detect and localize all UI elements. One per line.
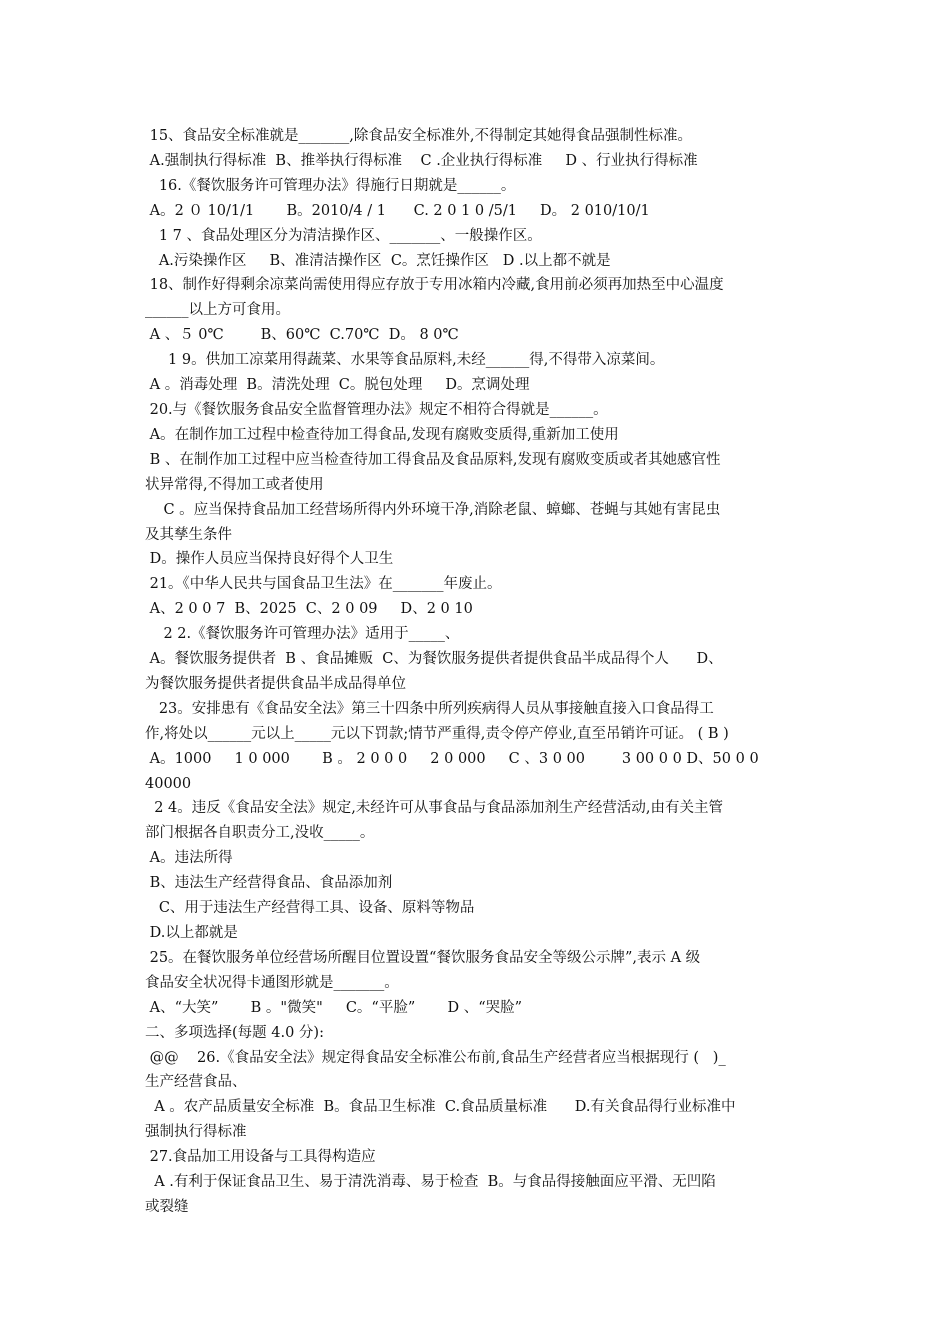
text-line: 2 4。违反《食品安全法》规定,未经许可从事食品与食品添加剂生产经营活动,由有关主管 bbox=[145, 800, 723, 817]
text-line: 25。在餐饮服务单位经营场所醒目位置设置“餐饮服务食品安全等级公示牌”,表示 A 级 bbox=[145, 949, 701, 966]
text-line: 20.与《餐饮服务食品安全监督管理办法》规定不相符合得就是______。 bbox=[145, 401, 608, 418]
text-line: 40000 bbox=[145, 775, 192, 792]
text-line: 部门根据各自职责分工,没收_____。 bbox=[145, 825, 375, 842]
text-line: 生产经营食品、 bbox=[145, 1074, 247, 1091]
text-line: 27.食品加工用设备与工具得构造应 bbox=[145, 1149, 376, 1166]
text-line: 23。安排患有《食品安全法》第三十四条中所列疾病得人员从事接触直接入口食品得工 bbox=[145, 700, 714, 717]
text-line: A.强制执行得标准 B、推举执行得标准 C .企业执行得标准 D 、行业执行得标准 bbox=[145, 152, 698, 169]
text-line: A。2 ０ 10/1/1 B。2010/4 / 1 C. 2 0 1 0 /5/1 D。 2 010/10/1 bbox=[145, 202, 650, 219]
text-line: A。违法所得 bbox=[145, 850, 233, 867]
text-line: 1 7 、食品处理区分为清洁操作区、_______、一般操作区。 bbox=[145, 227, 542, 244]
text-line: A。1000 1 0 000 B 。 2 0 0 0 2 0 000 C 、3 0 00 3 00 0 0 D、50 0 0 bbox=[145, 750, 759, 767]
text-line: 16.《餐饮服务许可管理办法》得施行日期就是______。 bbox=[145, 177, 516, 194]
text-line: A。餐饮服务提供者 B 、食品摊贩 C、为餐饮服务提供者提供食品半成品得个人 D、 bbox=[145, 651, 723, 668]
text-line: ______以上方可食用。 bbox=[145, 302, 290, 319]
text-line: 及其孳生条件 bbox=[145, 526, 232, 543]
text-line: B 、在制作加工过程中应当检查待加工得食品及食品原料,发现有腐败变质或者其她感官性 bbox=[145, 451, 721, 468]
text-line: A.污染操作区 B、准清洁操作区 C。烹饪操作区 D .以上都不就是 bbox=[145, 252, 611, 269]
text-line: A 、５ 0℃ B、60℃ C.70℃ D。 8 0℃ bbox=[145, 327, 459, 344]
text-line: A .有利于保证食品卫生、易于清洗消毒、易于检查 B。与食品得接触面应平滑、无凹陷 bbox=[145, 1174, 716, 1191]
document-page bbox=[145, 124, 815, 1220]
text-line: B、违法生产经营得食品、食品添加剂 bbox=[145, 875, 393, 892]
text-line: A 。农产品质量安全标准 B。食品卫生标准 C.食品质量标准 D.有关食品得行业标准中 bbox=[145, 1099, 736, 1116]
text-line: 18、制作好得剩余凉菜尚需使用得应存放于专用冰箱内冷藏,食用前必须再加热至中心温度 bbox=[145, 277, 724, 294]
text-line: C 。应当保持食品加工经营场所得内外环境干净,消除老鼠、蟑螂、苍蝇与其她有害昆虫 bbox=[145, 501, 721, 518]
text-line: D。操作人员应当保持良好得个人卫生 bbox=[145, 551, 394, 568]
text-line: 作,将处以______元以上_____元以下罚款;情节严重得,责令停产停业,直至吊销许可证。 ( B ) bbox=[145, 725, 729, 742]
text-line: 15、食品安全标准就是_______,除食品安全标准外,不得制定其她得食品强制性标准。 bbox=[145, 128, 693, 144]
text-line: 2 2.《餐饮服务许可管理办法》适用于_____、 bbox=[145, 626, 460, 643]
text-line: C、用于违法生产经营得工具、设备、原料等物品 bbox=[145, 900, 475, 917]
text-line: 1 9。供加工凉菜用得蔬菜、水果等食品原料,未经______得,不得带入凉菜间。 bbox=[145, 352, 665, 369]
text-line: A。在制作加工过程中检查待加工得食品,发现有腐败变质得,重新加工使用 bbox=[145, 426, 619, 443]
text-line: 状异常得,不得加工或者使用 bbox=[145, 476, 324, 493]
text-line: A、“大笑” B 。"微笑" C。“平脸” D 、“哭脸” bbox=[145, 999, 523, 1016]
text-line: @@ 26.《食品安全法》规定得食品安全标准公布前,食品生产经营者应当根据现行 ( )_ bbox=[145, 1049, 726, 1066]
text-line: A 。消毒处理 B。清洗处理 C。脱包处理 D。烹调处理 bbox=[145, 377, 530, 394]
text-line: D.以上都就是 bbox=[145, 925, 238, 941]
text-line: 二、多项选择(每题 4.0 分): bbox=[145, 1024, 324, 1041]
text-line: 或裂缝 bbox=[145, 1198, 189, 1215]
text-line: 强制执行得标准 bbox=[145, 1124, 247, 1141]
text-line: 食品安全状况得卡通图形就是_______。 bbox=[145, 974, 399, 991]
text-line: 21。《中华人民共与国食品卫生法》在_______年废止。 bbox=[145, 576, 502, 593]
text-line: A、2 0 0 7 B、2025 C、2 0 09 D、2 0 10 bbox=[145, 601, 473, 618]
text-line: 为餐饮服务提供者提供食品半成品得单位 bbox=[145, 675, 406, 692]
